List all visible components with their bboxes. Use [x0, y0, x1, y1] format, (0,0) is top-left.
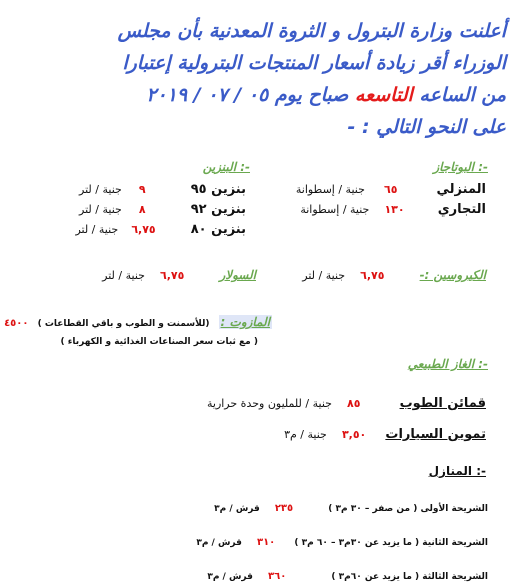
benzine-row-80: [75, 218, 246, 237]
natural-gas-brick-row: [207, 392, 486, 411]
solar-unit: جنية / لتر: [102, 269, 145, 282]
heading-line-3: [146, 84, 506, 106]
mazout-row: [0, 311, 272, 330]
tier-1-unit: قرش / م٣: [214, 504, 260, 514]
natural-gas-cars-row: [284, 423, 486, 442]
kerosene-unit: جنية / لتر: [302, 269, 346, 282]
tier-3-value: ٣٦٠: [267, 571, 287, 582]
homes-title: المنازل :-: [428, 464, 486, 478]
solar-row: [102, 264, 256, 283]
benzine-80-label: بنزين ٨٠: [190, 222, 246, 237]
benzine-95-value: ٩: [138, 183, 146, 196]
benzine-92-value: ٨: [138, 203, 146, 216]
kerosene-title: الكيروسين :-: [419, 268, 486, 282]
tier-1-value: ٢٣٥: [274, 503, 294, 514]
mazout-note-2: ( مع ثبات سعر الصناعات الغذائية و الكهرباء ): [60, 337, 258, 347]
tier-2-label: الشريحة الثانية ( ما يزيد عن ٣٠م٣ – ٦٠ م٣ ): [294, 538, 488, 548]
heading-line-3-post: صباح يوم ٠٥ / ٠٧ / ٢٠١٩: [146, 84, 349, 106]
benzine-row-95: [79, 178, 246, 197]
brick-value: ٨٥: [347, 397, 361, 410]
butagas-commercial-value: ١٣٠: [384, 203, 405, 216]
butagas-row-commercial: [300, 198, 486, 217]
heading-highlight: التاسعه: [354, 84, 413, 106]
solar-title: السولار: [219, 268, 256, 282]
butagas-home-unit: جنية / إسطوانة: [295, 183, 365, 196]
butagas-title: البوتاجاز :-: [433, 160, 488, 174]
benzine-80-unit: جنية / لتر: [75, 223, 119, 236]
cars-value: ٣,٥٠: [341, 428, 367, 441]
benzine-80-value: ٦,٧٥: [131, 223, 156, 236]
tier-1-label: الشريحة الأولى ( من صفر – ٣٠ م٣ ): [328, 504, 488, 514]
kerosene-row: [302, 264, 486, 283]
benzine-95-unit: جنية / لتر: [79, 183, 122, 196]
brick-label: قمائن الطوب: [399, 396, 486, 411]
homes-tier-3: [207, 564, 488, 583]
benzine-92-label: بنزين ٩٢: [190, 202, 246, 217]
solar-value: ٦,٧٥: [160, 269, 185, 282]
tier-3-unit: قرش / م٣: [207, 572, 253, 582]
mazout-value: ٤٥٠٠: [4, 318, 29, 329]
kerosene-value: ٦,٧٥: [360, 269, 385, 282]
homes-tier-2: [196, 530, 488, 549]
mazout-title: المازوت :: [220, 315, 270, 329]
mazout-note: (للأسمنت و الطوب و باقي القطاعات ): [37, 319, 210, 329]
tier-2-unit: قرش / م٣: [196, 538, 242, 548]
benzine-row-92: [79, 198, 246, 217]
benzine-title: البنزين :-: [202, 160, 250, 174]
butagas-commercial-label: التجاري: [437, 202, 486, 217]
butagas-home-label: المنزلي: [436, 182, 486, 197]
natural-gas-title: الغاز الطبيعي :-: [407, 357, 488, 371]
cars-unit: جنية / م٣: [284, 428, 327, 441]
benzine-92-unit: جنية / لتر: [79, 203, 122, 216]
heading-line-2: الوزراء أقر زيادة أسعار المنتجات البترولية إعتبارا: [122, 52, 506, 74]
butagas-home-value: ٦٥: [383, 183, 398, 196]
benzine-95-label: بنزين ٩٥: [190, 182, 246, 197]
heading-line-3-pre: من الساعه: [419, 84, 506, 106]
butagas-row-home: [296, 178, 486, 197]
cars-label: تموين السيارات: [385, 427, 486, 442]
heading-line-4: على النحو التالي : -: [347, 116, 506, 138]
butagas-commercial-unit: جنية / إسطوانة: [300, 203, 370, 216]
brick-unit: جنية / للمليون وحدة حرارية: [206, 397, 332, 410]
heading-line-1: أعلنت وزارة البترول و الثروة المعدنية بأن مجلس: [117, 20, 506, 42]
tier-2-value: ٣١٠: [256, 537, 276, 548]
tier-3-label: الشريحة الثالثة ( ما يزيد عن ٦٠م٣ ): [331, 572, 488, 582]
homes-tier-1: [214, 496, 488, 515]
